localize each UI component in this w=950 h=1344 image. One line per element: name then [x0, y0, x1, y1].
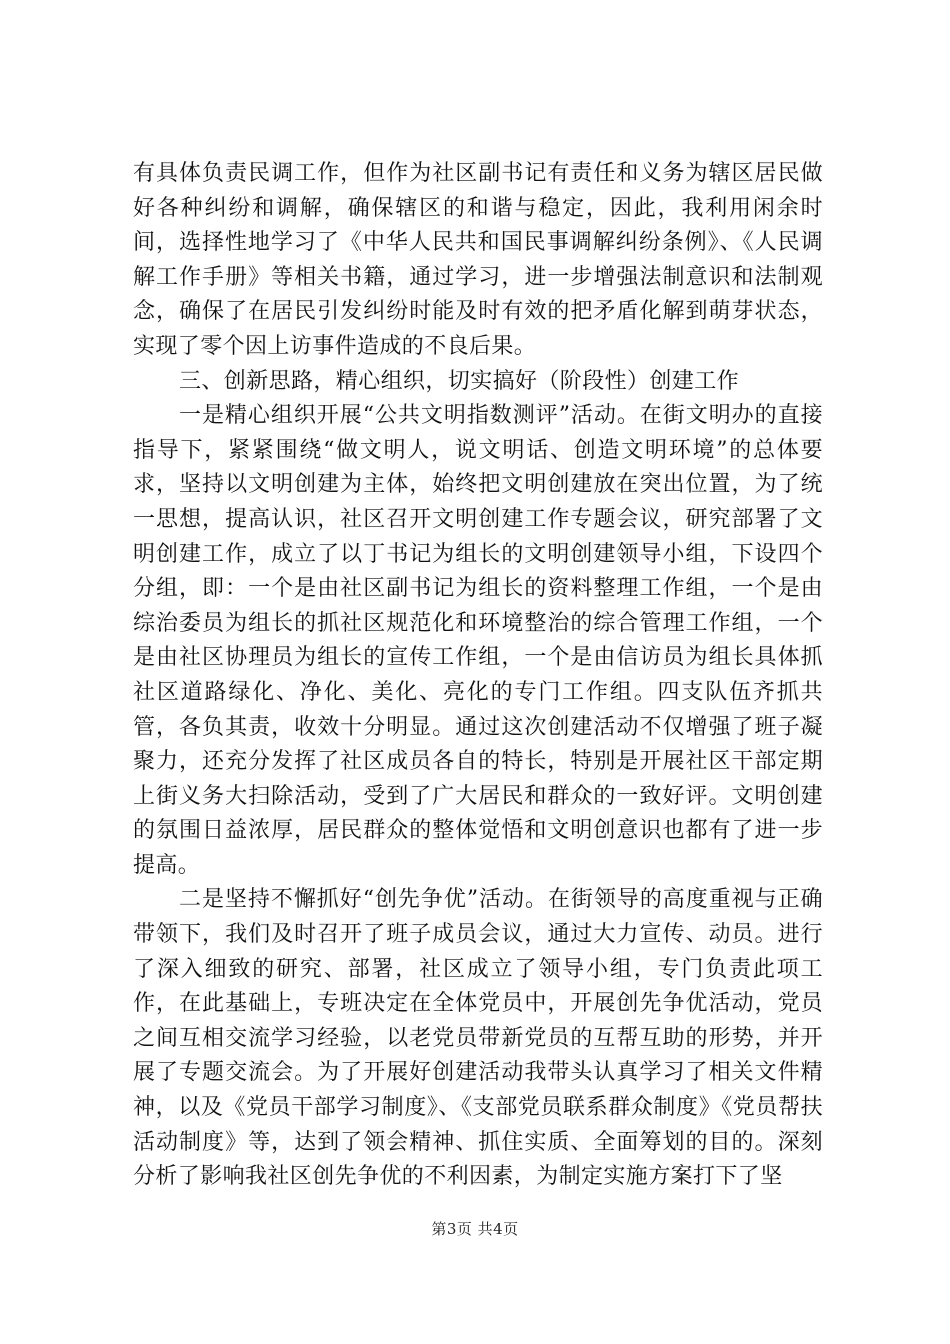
section-heading-3: 三、创新思路，精心组织，切实搞好（阶段性）创建工作 [179, 368, 740, 394]
paragraph-1: 有具体负责民调工作，但作为社区副书记有责任和义务为辖区居民做好各种纠纷和调解，确保辖区的和谐与稳定，因此，我利用闲余时间，选择性地学习了《中华人民共和国民事调解纠纷条例》、《人民调解工作手册》等相关书籍，通过学习，进一步增强法制意识和法制观念，确保了在居民引发纠纷时能及时有效的把矛盾化解到萌芽状态，实现了零个因上访事件造成的不良后果。 [133, 161, 823, 359]
paragraph-civilization-index: 一是精心组织开展“公共文明指数测评”活动。在街文明办的直接指导下，紧紧围绕“做文明人，说文明话、创造文明环境”的总体要求，坚持以文明创建为主体，始终把文明创建放在突出位置，为了统一思想，提高认识，社区召开文明创建工作专题会议，研究部署了文明创建工作，成立了以丁书记为组长的文明创建领导小组，下设四个分组，即：一个是由社区副书记为组长的资料整理工作组，一个是由综治委员为组长的抓社区规范化和环境整治的综合管理工作组，一个是由社区协理员为组长的宣传工作组，一个是由信访员为组长具体抓社区道路绿化、净化、美化、亮化的专门工作组。四支队伍齐抓共管，各负其责，收效十分明显。通过这次创建活动不仅增强了班子凝聚力，还充分发挥了社区成员各自的特长，特别是开展社区干部定期上街义务大扫除活动，受到了广大居民和群众的一致好评。文明创建的氛围日益浓厚，居民群众的整体觉悟和文明创意识也都有了进一步提高。 [133, 403, 823, 878]
paragraph-excellence-activity: 二是坚持不懈抓好“创先争优”活动。在街领导的高度重视与正确带领下，我们及时召开了班子成员会议，通过大力宣传、动员。进行了深入细致的研究、部署，社区成立了领导小组，专门负责此项工作，在此基础上，专班决定在全体党员中，开展创先争优活动，党员之间互相交流学习经验，以老党员带新党员的互帮互助的形势，并开展了专题交流会。为了开展好创建活动我带头认真学习了相关文件精神，以及《党员干部学习制度》、《支部党员联系群众制度》《党员帮扶活动制度》等，达到了领会精神、抓住实质、全面筹划的目的。深刻分析了影响我社区创先争优的不利因素，为制定实施方案打下了坚 [133, 887, 823, 1190]
page-footer: 第3页 共4页 [431, 1220, 519, 1238]
document-body [133, 157, 823, 1195]
